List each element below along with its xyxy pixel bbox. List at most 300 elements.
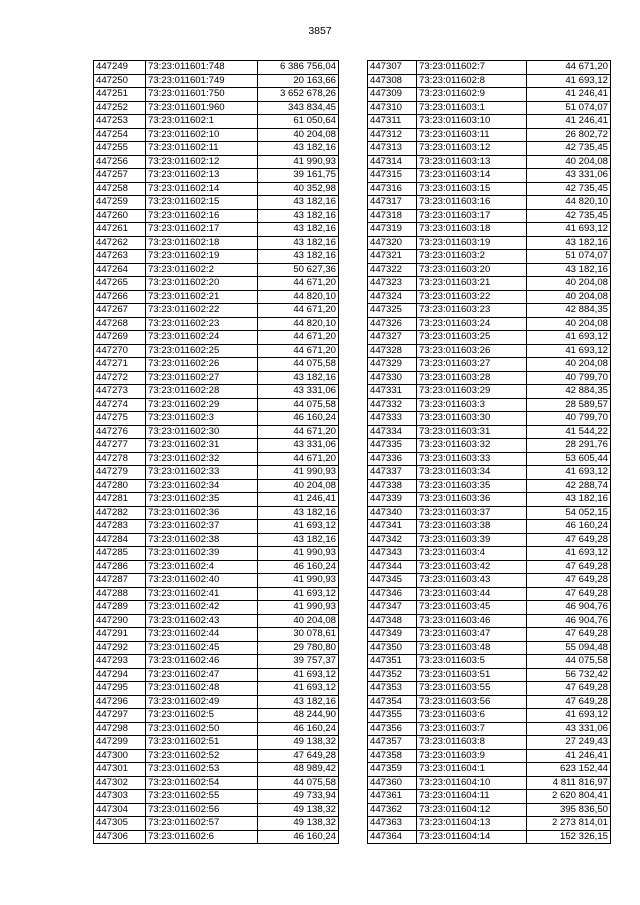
row-number: 447329 [368, 358, 417, 372]
cadastral-value: 47 649,28 [527, 628, 611, 642]
row-number: 447324 [368, 290, 417, 304]
cadastral-number: 73:23:011602:25 [146, 344, 258, 358]
row-number: 447300 [94, 749, 146, 763]
cadastral-number: 73:23:011602:51 [146, 736, 258, 750]
row-number: 447350 [368, 641, 417, 655]
row-number: 447296 [94, 695, 146, 709]
cadastral-value: 41 693,12 [527, 331, 611, 345]
row-number: 447313 [368, 142, 417, 156]
cadastral-value: 3 652 678,26 [258, 88, 339, 102]
cadastral-number: 73:23:011602:49 [146, 695, 258, 709]
table-row [368, 520, 611, 534]
cadastral-value: 43 182,16 [258, 695, 339, 709]
row-number: 447348 [368, 614, 417, 628]
table-row [368, 304, 611, 318]
cadastral-number: 73:23:011603:28 [417, 371, 527, 385]
cadastral-value: 42 884,35 [527, 385, 611, 399]
table-row [94, 182, 339, 196]
row-number: 447340 [368, 506, 417, 520]
row-number: 447266 [94, 290, 146, 304]
row-number: 447298 [94, 722, 146, 736]
table-row [94, 655, 339, 669]
row-number: 447363 [368, 817, 417, 831]
cadastral-number: 73:23:011603:19 [417, 236, 527, 250]
row-number: 447325 [368, 304, 417, 318]
cadastral-number: 73:23:011602:42 [146, 601, 258, 615]
row-number: 447312 [368, 128, 417, 142]
cadastral-value: 44 075,58 [527, 655, 611, 669]
row-number: 447299 [94, 736, 146, 750]
cadastral-value: 44 820,10 [258, 317, 339, 331]
cadastral-number: 73:23:011603:10 [417, 115, 527, 129]
table-row [368, 439, 611, 453]
cadastral-number: 73:23:011603:38 [417, 520, 527, 534]
table-row [368, 736, 611, 750]
table-row [94, 115, 339, 129]
cadastral-number: 73:23:011602:6 [146, 830, 258, 844]
cadastral-number: 73:23:011603:56 [417, 695, 527, 709]
table-row [94, 223, 339, 237]
table-row [94, 641, 339, 655]
table-row [368, 614, 611, 628]
cadastral-value: 48 244,90 [258, 709, 339, 723]
table-row [94, 452, 339, 466]
row-number: 447286 [94, 560, 146, 574]
cadastral-number: 73:23:011604:1 [417, 763, 527, 777]
cadastral-value: 40 204,08 [527, 155, 611, 169]
row-number: 447357 [368, 736, 417, 750]
cadastral-value: 43 182,16 [258, 236, 339, 250]
cadastral-number: 73:23:011602:44 [146, 628, 258, 642]
cadastral-number: 73:23:011602:15 [146, 196, 258, 210]
cadastral-number: 73:23:011602:31 [146, 439, 258, 453]
table-row [368, 830, 611, 844]
cadastral-number: 73:23:011602:36 [146, 506, 258, 520]
row-number: 447263 [94, 250, 146, 264]
row-number: 447322 [368, 263, 417, 277]
cadastral-value: 27 249,43 [527, 736, 611, 750]
table-row [368, 182, 611, 196]
cadastral-value: 46 904,76 [527, 614, 611, 628]
cadastral-number: 73:23:011602:39 [146, 547, 258, 561]
cadastral-number: 73:23:011602:8 [417, 74, 527, 88]
cadastral-number: 73:23:011603:6 [417, 709, 527, 723]
cadastral-number: 73:23:011603:5 [417, 655, 527, 669]
cadastral-value: 41 693,12 [527, 344, 611, 358]
cadastral-number: 73:23:011602:9 [417, 88, 527, 102]
table-row [368, 493, 611, 507]
table-row [368, 601, 611, 615]
row-number: 447310 [368, 101, 417, 115]
cadastral-value: 43 182,16 [258, 142, 339, 156]
table-row [94, 358, 339, 372]
cadastral-number: 73:23:011603:48 [417, 641, 527, 655]
cadastral-value: 2 620 804,41 [527, 790, 611, 804]
cadastral-number: 73:23:011602:50 [146, 722, 258, 736]
row-number: 447328 [368, 344, 417, 358]
cadastral-number: 73:23:011603:9 [417, 749, 527, 763]
cadastral-value: 46 160,24 [258, 560, 339, 574]
row-number: 447309 [368, 88, 417, 102]
table-row [368, 682, 611, 696]
row-number: 447345 [368, 574, 417, 588]
cadastral-number: 73:23:011602:11 [146, 142, 258, 156]
cadastral-number: 73:23:011603:55 [417, 682, 527, 696]
row-number: 447288 [94, 587, 146, 601]
cadastral-value: 61 050,64 [258, 115, 339, 129]
table-row [368, 587, 611, 601]
cadastral-number: 73:23:011604:10 [417, 776, 527, 790]
row-number: 447341 [368, 520, 417, 534]
cadastral-number: 73:23:011602:26 [146, 358, 258, 372]
cadastral-number: 73:23:011602:14 [146, 182, 258, 196]
table-row [94, 547, 339, 561]
row-number: 447251 [94, 88, 146, 102]
table-row [368, 371, 611, 385]
row-number: 447319 [368, 223, 417, 237]
row-number: 447317 [368, 196, 417, 210]
cadastral-number: 73:23:011603:44 [417, 587, 527, 601]
cadastral-number: 73:23:011602:56 [146, 803, 258, 817]
table-row [94, 722, 339, 736]
cadastral-value: 40 204,08 [258, 614, 339, 628]
row-number: 447255 [94, 142, 146, 156]
row-number: 447333 [368, 412, 417, 426]
table-row [94, 520, 339, 534]
cadastral-number: 73:23:011603:15 [417, 182, 527, 196]
cadastral-number: 73:23:011602:5 [146, 709, 258, 723]
row-number: 447302 [94, 776, 146, 790]
row-number: 447332 [368, 398, 417, 412]
cadastral-number: 73:23:011602:46 [146, 655, 258, 669]
cadastral-value: 43 182,16 [258, 533, 339, 547]
cadastral-number: 73:23:011602:55 [146, 790, 258, 804]
table-row [94, 749, 339, 763]
cadastral-number: 73:23:011602:22 [146, 304, 258, 318]
cadastral-value: 43 182,16 [258, 209, 339, 223]
row-number: 447358 [368, 749, 417, 763]
row-number: 447342 [368, 533, 417, 547]
cadastral-value: 41 246,41 [258, 493, 339, 507]
cadastral-number: 73:23:011602:41 [146, 587, 258, 601]
cadastral-value: 44 820,10 [258, 290, 339, 304]
cadastral-value: 46 160,24 [258, 722, 339, 736]
cadastral-number: 73:23:011603:21 [417, 277, 527, 291]
cadastral-value: 40 204,08 [527, 290, 611, 304]
table-row [94, 790, 339, 804]
table-row [94, 88, 339, 102]
row-number: 447270 [94, 344, 146, 358]
cadastral-value: 47 649,28 [527, 682, 611, 696]
cadastral-number: 73:23:011603:32 [417, 439, 527, 453]
row-number: 447351 [368, 655, 417, 669]
table-row [368, 155, 611, 169]
row-number: 447284 [94, 533, 146, 547]
table-row [94, 763, 339, 777]
row-number: 447316 [368, 182, 417, 196]
table-row [94, 439, 339, 453]
cadastral-value: 41 693,12 [258, 520, 339, 534]
table-row [94, 290, 339, 304]
cadastral-value: 40 799,70 [527, 371, 611, 385]
cadastral-value: 50 627,36 [258, 263, 339, 277]
table-row [94, 169, 339, 183]
table-row [94, 263, 339, 277]
cadastral-number: 73:23:011602:7 [417, 61, 527, 75]
row-number: 447280 [94, 479, 146, 493]
table-row [368, 169, 611, 183]
cadastral-number: 73:23:011603:27 [417, 358, 527, 372]
cadastral-value: 48 989,42 [258, 763, 339, 777]
cadastral-value: 43 331,06 [258, 385, 339, 399]
row-number: 447291 [94, 628, 146, 642]
cadastral-value: 40 204,08 [527, 317, 611, 331]
table-row [368, 263, 611, 277]
table-row [94, 817, 339, 831]
cadastral-number: 73:23:011602:3 [146, 412, 258, 426]
table-row [368, 466, 611, 480]
row-number: 447250 [94, 74, 146, 88]
cadastral-value: 42 735,45 [527, 142, 611, 156]
table-row [94, 236, 339, 250]
cadastral-value: 44 075,58 [258, 776, 339, 790]
table-row [94, 142, 339, 156]
cadastral-value: 30 078,61 [258, 628, 339, 642]
cadastral-number: 73:23:011602:13 [146, 169, 258, 183]
table-row [368, 574, 611, 588]
cadastral-value: 42 288,74 [527, 479, 611, 493]
row-number: 447314 [368, 155, 417, 169]
row-number: 447331 [368, 385, 417, 399]
table-row [94, 250, 339, 264]
table-row [94, 682, 339, 696]
table-row [368, 695, 611, 709]
row-number: 447301 [94, 763, 146, 777]
table-row [94, 803, 339, 817]
row-number: 447334 [368, 425, 417, 439]
cadastral-value: 41 693,12 [258, 682, 339, 696]
table-row [94, 533, 339, 547]
cadastral-number: 73:23:011602:48 [146, 682, 258, 696]
cadastral-number: 73:23:011603:30 [417, 412, 527, 426]
cadastral-number: 73:23:011602:34 [146, 479, 258, 493]
cadastral-number: 73:23:011603:24 [417, 317, 527, 331]
cadastral-value: 41 693,12 [527, 709, 611, 723]
cadastral-value: 43 331,06 [527, 722, 611, 736]
cadastral-number: 73:23:011602:16 [146, 209, 258, 223]
cadastral-number: 73:23:011603:16 [417, 196, 527, 210]
cadastral-value: 41 693,12 [527, 74, 611, 88]
table-row [368, 668, 611, 682]
table-row [368, 358, 611, 372]
table-row [368, 101, 611, 115]
cadastral-value: 42 735,45 [527, 209, 611, 223]
cadastral-number: 73:23:011602:35 [146, 493, 258, 507]
table-row [94, 695, 339, 709]
table-row [94, 398, 339, 412]
table-row [94, 628, 339, 642]
table-row [94, 466, 339, 480]
cadastral-number: 73:23:011604:13 [417, 817, 527, 831]
table-row [94, 479, 339, 493]
cadastral-value: 46 160,24 [258, 412, 339, 426]
table-row [94, 506, 339, 520]
cadastral-value: 395 836,50 [527, 803, 611, 817]
cadastral-value: 43 182,16 [527, 493, 611, 507]
cadastral-value: 43 182,16 [527, 236, 611, 250]
cadastral-value: 44 671,20 [258, 277, 339, 291]
cadastral-number: 73:23:011603:8 [417, 736, 527, 750]
table-row [94, 601, 339, 615]
table-row [368, 817, 611, 831]
cadastral-number: 73:23:011602:20 [146, 277, 258, 291]
cadastral-number: 73:23:011603:33 [417, 452, 527, 466]
table-row [94, 277, 339, 291]
table-row [94, 830, 339, 844]
table-row [94, 709, 339, 723]
row-number: 447267 [94, 304, 146, 318]
row-number: 447308 [368, 74, 417, 88]
table-row [94, 101, 339, 115]
row-number: 447346 [368, 587, 417, 601]
cadastral-value: 44 075,58 [258, 398, 339, 412]
row-number: 447254 [94, 128, 146, 142]
row-number: 447356 [368, 722, 417, 736]
row-number: 447318 [368, 209, 417, 223]
row-number: 447283 [94, 520, 146, 534]
row-number: 447336 [368, 452, 417, 466]
cadastral-value: 51 074,07 [527, 101, 611, 115]
cadastral-value: 47 649,28 [527, 587, 611, 601]
table-row [368, 776, 611, 790]
table-row [94, 574, 339, 588]
table-row [368, 142, 611, 156]
table-row [94, 128, 339, 142]
table-row [94, 587, 339, 601]
cadastral-number: 73:23:011603:1 [417, 101, 527, 115]
table-row [94, 74, 339, 88]
cadastral-number: 73:23:011602:18 [146, 236, 258, 250]
table-row [94, 425, 339, 439]
row-number: 447259 [94, 196, 146, 210]
cadastral-value: 44 075,58 [258, 358, 339, 372]
row-number: 447352 [368, 668, 417, 682]
table-row [368, 209, 611, 223]
row-number: 447258 [94, 182, 146, 196]
cadastral-value: 623 152,44 [527, 763, 611, 777]
cadastral-value: 44 671,20 [258, 304, 339, 318]
cadastral-number: 73:23:011604:12 [417, 803, 527, 817]
cadastral-value: 41 246,41 [527, 749, 611, 763]
cadastral-number: 73:23:011602:12 [146, 155, 258, 169]
cadastral-number: 73:23:011602:43 [146, 614, 258, 628]
cadastral-value: 20 163,66 [258, 74, 339, 88]
cadastral-number: 73:23:011602:17 [146, 223, 258, 237]
cadastral-value: 55 094,48 [527, 641, 611, 655]
table-row [368, 250, 611, 264]
cadastral-value: 40 204,08 [527, 358, 611, 372]
cadastral-value: 28 291,76 [527, 439, 611, 453]
cadastral-number: 73:23:011601:750 [146, 88, 258, 102]
cadastral-value: 49 138,32 [258, 736, 339, 750]
cadastral-number: 73:23:011601:748 [146, 61, 258, 75]
cadastral-value: 43 182,16 [527, 263, 611, 277]
row-number: 447343 [368, 547, 417, 561]
cadastral-value: 44 820,10 [527, 196, 611, 210]
row-number: 447293 [94, 655, 146, 669]
row-number: 447359 [368, 763, 417, 777]
table-row [368, 641, 611, 655]
table-row [368, 790, 611, 804]
cadastral-value: 47 649,28 [527, 533, 611, 547]
table-row [368, 277, 611, 291]
cadastral-table-right [367, 60, 611, 844]
row-number: 447353 [368, 682, 417, 696]
cadastral-value: 152 326,15 [527, 830, 611, 844]
cadastral-value: 39 161,75 [258, 169, 339, 183]
cadastral-value: 49 733,94 [258, 790, 339, 804]
cadastral-value: 47 649,28 [527, 560, 611, 574]
cadastral-value: 41 990,93 [258, 547, 339, 561]
cadastral-value: 53 605,44 [527, 452, 611, 466]
cadastral-number: 73:23:011602:21 [146, 290, 258, 304]
cadastral-value: 41 990,93 [258, 155, 339, 169]
table-row [94, 155, 339, 169]
cadastral-value: 49 138,32 [258, 803, 339, 817]
row-number: 447305 [94, 817, 146, 831]
cadastral-value: 56 732,42 [527, 668, 611, 682]
table-row [368, 61, 611, 75]
row-number: 447276 [94, 425, 146, 439]
cadastral-value: 41 990,93 [258, 601, 339, 615]
row-number: 447344 [368, 560, 417, 574]
cadastral-number: 73:23:011603:37 [417, 506, 527, 520]
table-row [368, 479, 611, 493]
cadastral-number: 73:23:011603:12 [417, 142, 527, 156]
cadastral-number: 73:23:011602:2 [146, 263, 258, 277]
table-row [94, 776, 339, 790]
cadastral-number: 73:23:011603:22 [417, 290, 527, 304]
row-number: 447364 [368, 830, 417, 844]
row-number: 447306 [94, 830, 146, 844]
cadastral-value: 41 246,41 [527, 88, 611, 102]
cadastral-value: 26 802,72 [527, 128, 611, 142]
cadastral-value: 43 182,16 [258, 196, 339, 210]
table-row [368, 749, 611, 763]
cadastral-value: 6 386 756,04 [258, 61, 339, 75]
table-row [368, 223, 611, 237]
cadastral-number: 73:23:011602:47 [146, 668, 258, 682]
cadastral-number: 73:23:011603:26 [417, 344, 527, 358]
cadastral-value: 41 990,93 [258, 466, 339, 480]
cadastral-number: 73:23:011603:4 [417, 547, 527, 561]
row-number: 447326 [368, 317, 417, 331]
row-number: 447275 [94, 412, 146, 426]
cadastral-number: 73:23:011603:23 [417, 304, 527, 318]
cadastral-number: 73:23:011602:23 [146, 317, 258, 331]
table-row [94, 304, 339, 318]
cadastral-value: 41 693,12 [258, 587, 339, 601]
row-number: 447349 [368, 628, 417, 642]
row-number: 447285 [94, 547, 146, 561]
table-row [94, 317, 339, 331]
cadastral-number: 73:23:011602:45 [146, 641, 258, 655]
row-number: 447269 [94, 331, 146, 345]
row-number: 447271 [94, 358, 146, 372]
row-number: 447327 [368, 331, 417, 345]
cadastral-number: 73:23:011603:34 [417, 466, 527, 480]
row-number: 447335 [368, 439, 417, 453]
